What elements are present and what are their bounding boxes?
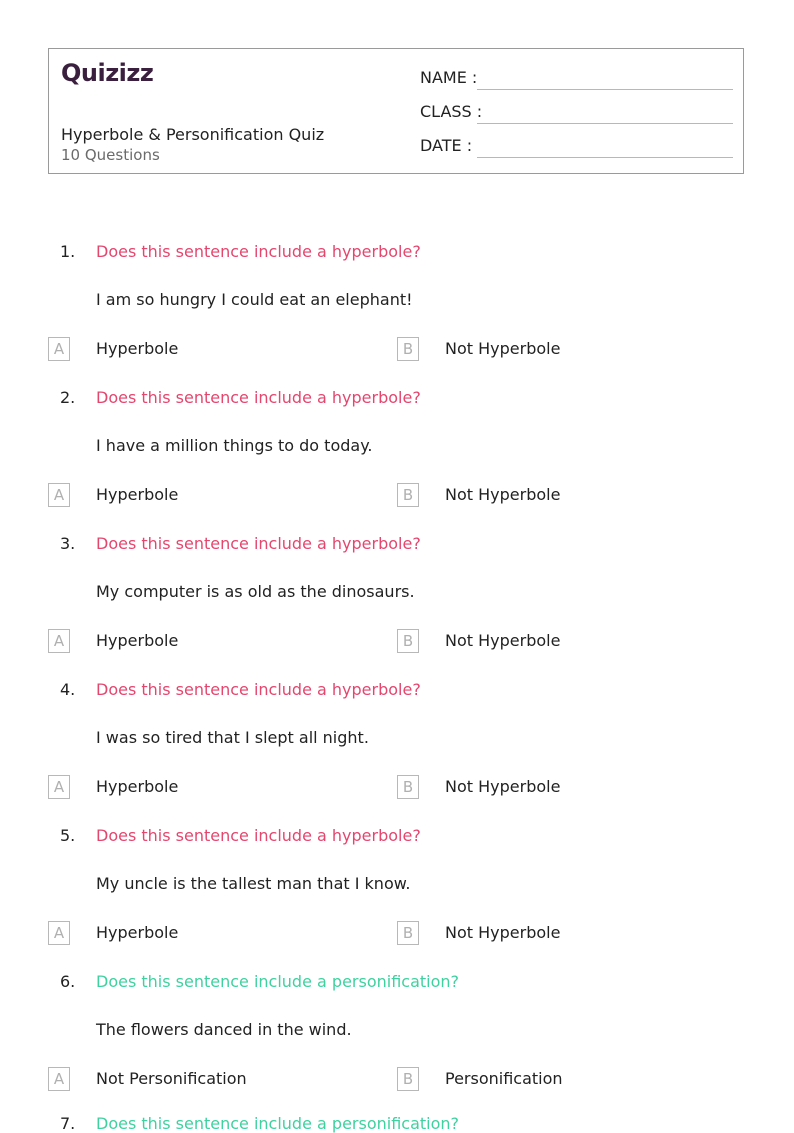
option-a-text[interactable]: Hyperbole [96,485,179,504]
question-number: 1. [60,242,76,261]
option-b-text[interactable]: Not Hyperbole [445,485,561,504]
option-a-text[interactable]: Hyperbole [96,777,179,796]
option-a-box[interactable]: A [48,775,70,799]
option-b-text[interactable]: Not Hyperbole [445,631,561,650]
question-sentence: I am so hungry I could eat an elephant! [96,290,413,309]
question-sentence: My uncle is the tallest man that I know. [96,874,411,893]
question-prompt: Does this sentence include a personification? [96,972,460,991]
name-line [477,89,733,90]
date-label: DATE : [420,136,473,155]
question-prompt: Does this sentence include a hyperbole? [96,826,421,845]
quizizz-logo: Quizizz [61,59,154,87]
class-label: CLASS : [420,102,483,121]
option-a-box[interactable]: A [48,483,70,507]
question-number: 2. [60,388,76,407]
question-prompt: Does this sentence include a hyperbole? [96,242,421,261]
option-a-text[interactable]: Hyperbole [96,631,179,650]
question-sentence: I have a million things to do today. [96,436,373,455]
option-a-box[interactable]: A [48,921,70,945]
option-b-text[interactable]: Not Hyperbole [445,339,561,358]
question-prompt: Does this sentence include a hyperbole? [96,680,421,699]
option-b-box[interactable]: B [397,629,419,653]
option-a-box[interactable]: A [48,629,70,653]
question-count: 10 Questions [61,146,160,164]
question-prompt: Does this sentence include a personification? [96,1114,460,1133]
question-sentence: My computer is as old as the dinosaurs. [96,582,415,601]
option-b-box[interactable]: B [397,337,419,361]
question-sentence: I was so tired that I slept all night. [96,728,369,747]
option-a-text[interactable]: Not Personification [96,1069,247,1088]
option-a-box[interactable]: A [48,337,70,361]
option-b-box[interactable]: B [397,483,419,507]
question-number: 5. [60,826,76,845]
option-b-text[interactable]: Not Hyperbole [445,777,561,796]
option-b-box[interactable]: B [397,1067,419,1091]
date-line [477,157,733,158]
question-number: 3. [60,534,76,553]
option-b-text[interactable]: Not Hyperbole [445,923,561,942]
name-label: NAME : [420,68,478,87]
option-b-text[interactable]: Personification [445,1069,563,1088]
class-line [477,123,733,124]
question-number: 6. [60,972,76,991]
option-b-box[interactable]: B [397,921,419,945]
question-number: 4. [60,680,76,699]
option-a-box[interactable]: A [48,1067,70,1091]
question-number: 7. [60,1114,76,1133]
quiz-title: Hyperbole & Personification Quiz [61,125,325,144]
option-a-text[interactable]: Hyperbole [96,923,179,942]
option-b-box[interactable]: B [397,775,419,799]
worksheet-header [48,48,744,174]
question-sentence: The flowers danced in the wind. [96,1020,352,1039]
question-prompt: Does this sentence include a hyperbole? [96,534,421,553]
option-a-text[interactable]: Hyperbole [96,339,179,358]
question-prompt: Does this sentence include a hyperbole? [96,388,421,407]
